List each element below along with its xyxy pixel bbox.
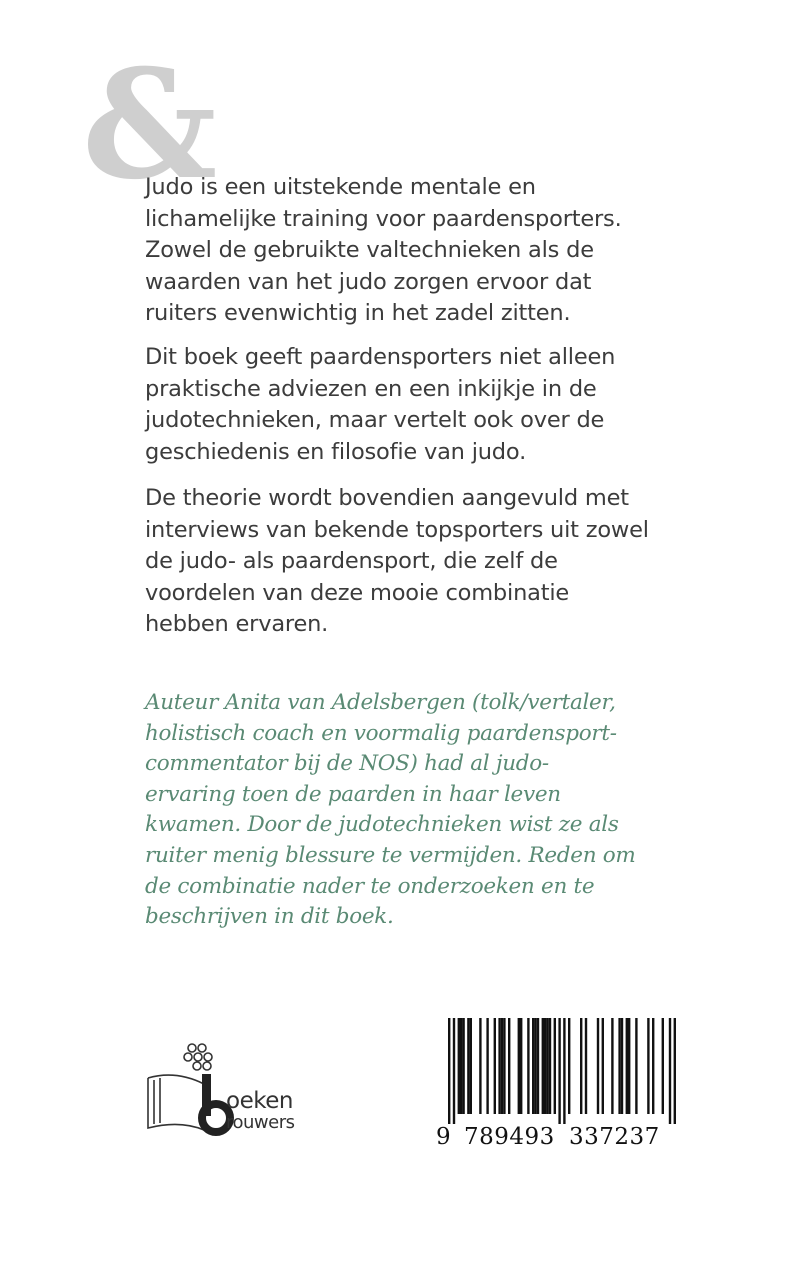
blurb-line: de judo- als paardensport, die zelf de: [145, 548, 558, 574]
barcode-bar: [453, 1018, 455, 1124]
blurb-line: judotechnieken, maar vertelt ook over de: [145, 407, 605, 433]
barcode-bar: [544, 1018, 546, 1114]
blurb-paragraph-1: [145, 172, 685, 330]
bio-line: beschrijven in dit boek.: [145, 904, 394, 930]
barcode-left-digits: 789493: [464, 1124, 555, 1150]
barcode-bar: [618, 1018, 620, 1114]
barcode-bar: [546, 1018, 548, 1114]
bio-line: ervaring toen de paarden in haar leven: [145, 781, 561, 807]
blurb-line: Zowel de gebruikte valtechnieken als de: [145, 237, 594, 263]
barcode-bar: [558, 1018, 560, 1124]
barcode-bar: [503, 1018, 505, 1114]
barcode-bar: [470, 1018, 472, 1114]
blurb-line: ruiters evenwichtig in het zadel zitten.: [145, 300, 571, 326]
blurb-line: geschiedenis en filosofie van judo.: [145, 438, 527, 465]
barcode-bar: [563, 1018, 565, 1124]
barcode-bar: [458, 1018, 460, 1114]
blurb-line: hebben ervaren.: [145, 611, 329, 637]
barcode-bar: [674, 1018, 676, 1124]
ampersand-decoration: &: [82, 37, 218, 213]
barcode-bars: [436, 1014, 676, 1126]
blurb-line: praktische adviezen en een inkijkje in de: [145, 375, 597, 402]
blurb-line: waarden van het judo zorgen ervoor dat: [145, 268, 592, 295]
blurb-line: lichamelijke training voor paardensporters.: [145, 205, 622, 232]
barcode-bar: [602, 1018, 604, 1114]
bio-line: kwamen. Door de judotechnieken wist ze als: [145, 812, 619, 838]
barcode-bar: [611, 1018, 613, 1114]
blurb-line: Judo is een uitstekende mentale en: [145, 174, 536, 200]
barcode-bar: [585, 1018, 587, 1114]
barcode-bar: [448, 1018, 450, 1124]
barcode-bar: [621, 1018, 623, 1114]
barcode-bar: [626, 1018, 628, 1114]
bio-line: Auteur Anita van Adelsbergen (tolk/vertaler,: [145, 690, 616, 715]
barcode-bar: [518, 1018, 520, 1114]
barcode-bar: [647, 1018, 649, 1114]
barcode-bar: [508, 1018, 510, 1114]
barcode-bar: [501, 1018, 503, 1114]
blurb-line: interviews van bekende topsporters uit zowel: [145, 516, 649, 543]
barcode-right-digits: 337237: [569, 1124, 660, 1150]
barcode-bar: [467, 1018, 469, 1114]
publisher-name-line1: oeken: [226, 1088, 293, 1114]
blurb-paragraph-2: [145, 342, 685, 468]
barcode-bar: [498, 1018, 500, 1114]
publisher-name-line2: rouwers: [226, 1112, 295, 1133]
blurb-line: Dit boek geeft paardensporters niet alleen: [145, 344, 616, 370]
barcode-first-digit: 9: [436, 1124, 451, 1150]
barcode-bar: [460, 1018, 462, 1114]
barcode-bar: [662, 1018, 664, 1114]
open-book-icon: [148, 1075, 204, 1130]
barcode-bar: [568, 1018, 570, 1114]
blurb-line: De theorie wordt bovendien aangevuld met: [145, 485, 629, 511]
barcode-bar: [534, 1018, 536, 1114]
bubbles-icon: [184, 1044, 212, 1070]
barcode-bar: [669, 1018, 671, 1124]
barcode-bar: [542, 1018, 544, 1114]
barcode-bar: [635, 1018, 637, 1114]
barcode-bar: [527, 1018, 529, 1114]
barcode-bar: [532, 1018, 534, 1114]
blurb-paragraph-3: [145, 483, 685, 641]
bio-line: ruiter menig blessure te vermijden. Reden om: [145, 842, 636, 868]
barcode-bar: [486, 1018, 488, 1114]
barcode-bar: [494, 1018, 496, 1114]
author-bio: [145, 688, 705, 933]
bio-line: commentator bij de NOS) had al judo-: [145, 751, 549, 777]
barcode-bar: [462, 1018, 464, 1114]
barcode-bar: [652, 1018, 654, 1114]
barcode-bar: [479, 1018, 481, 1114]
barcode-bar: [520, 1018, 522, 1114]
bio-line: de combinatie nader te onderzoeken en te: [145, 873, 595, 899]
barcode-bar: [537, 1018, 539, 1114]
barcode-bar: [580, 1018, 582, 1114]
barcode-bar: [554, 1018, 556, 1114]
barcode-bar: [549, 1018, 551, 1114]
barcode-bar: [597, 1018, 599, 1114]
barcode-bar: [628, 1018, 630, 1114]
bio-line: holistisch coach en voormalig paardensport-: [145, 720, 617, 746]
blurb-line: voordelen van deze mooie combinatie: [145, 579, 570, 606]
